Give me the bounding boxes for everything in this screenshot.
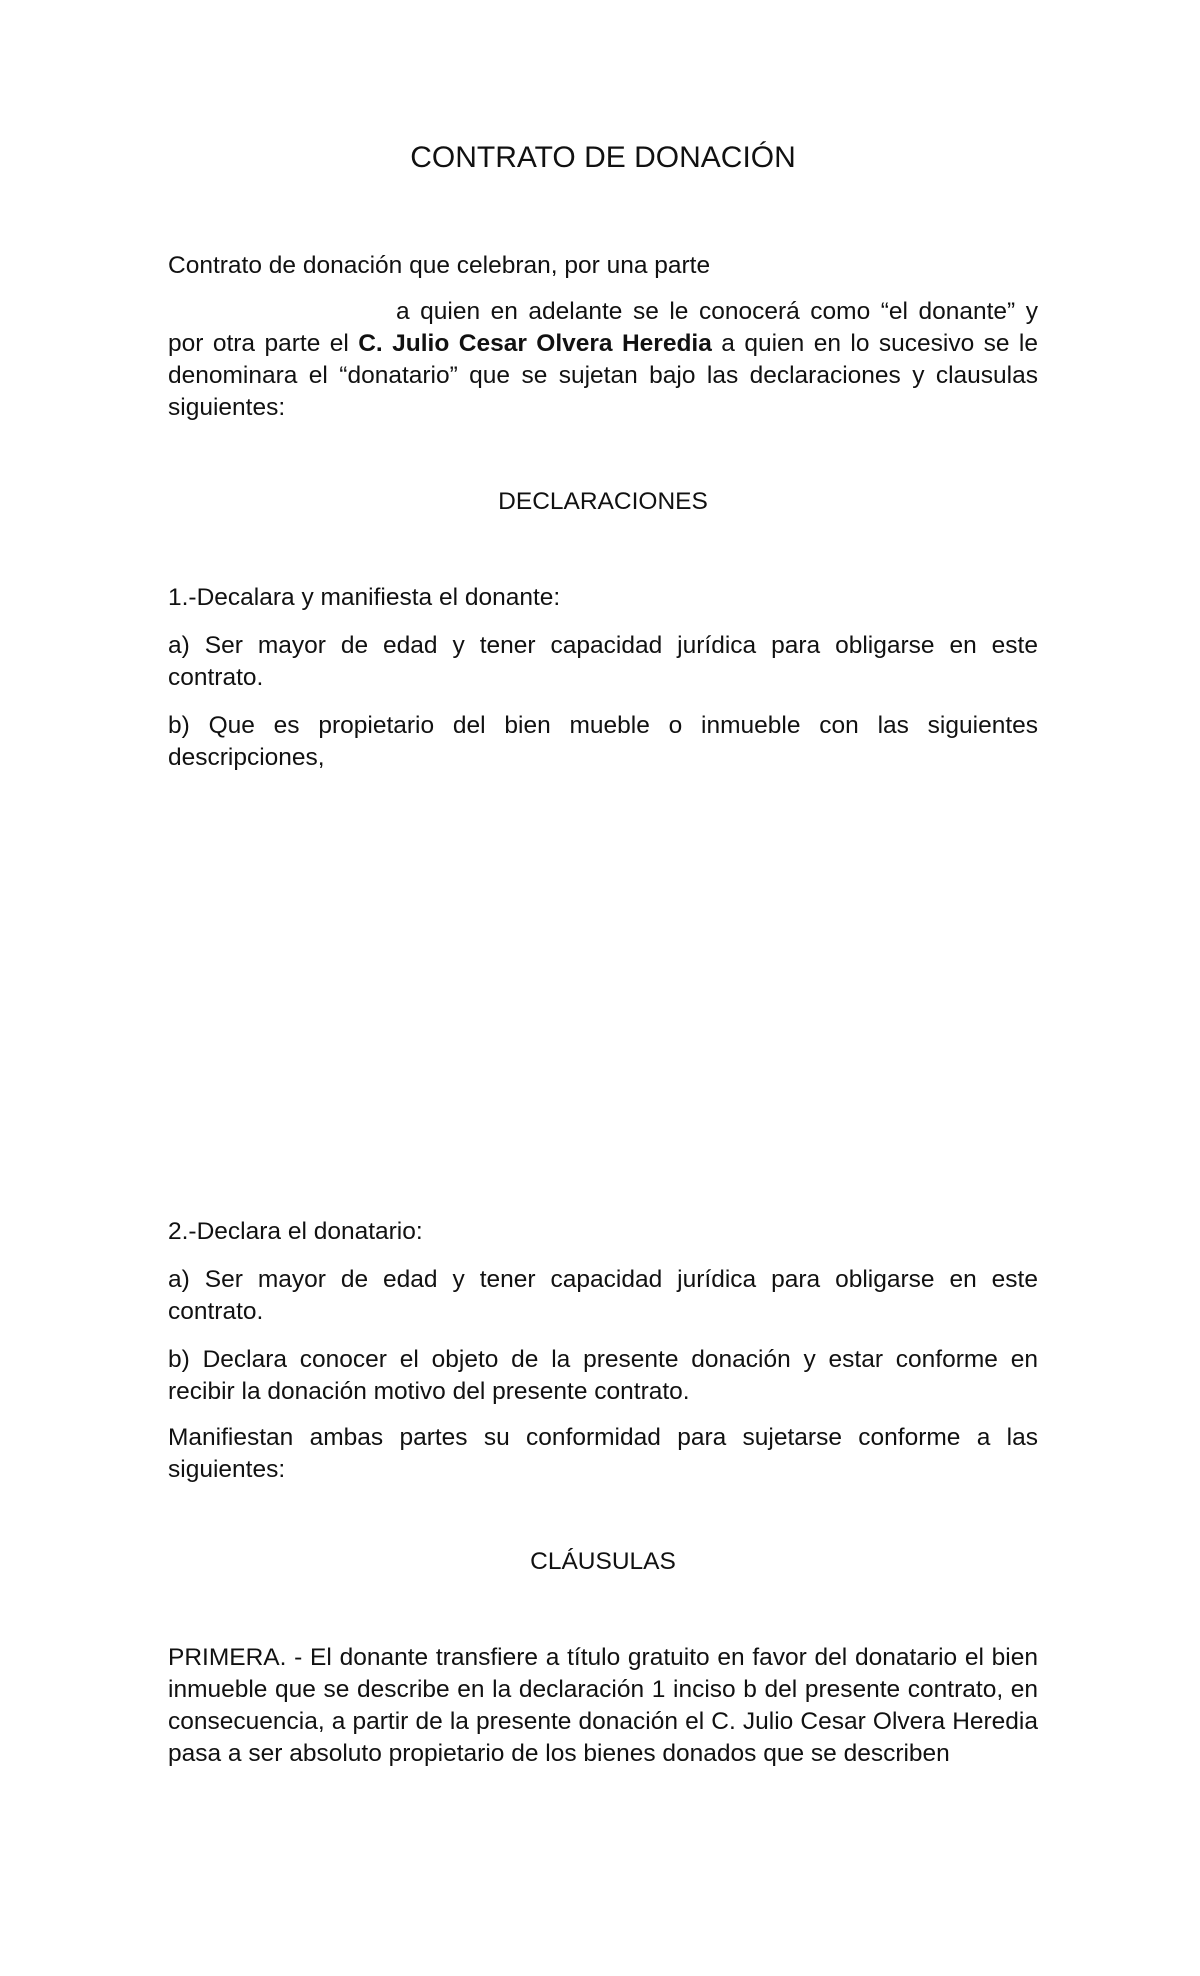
donatario-clause-a: a) Ser mayor de edad y tener capacidad jurídica para obligarse en este contrato.	[168, 1266, 1038, 1325]
donante-clause-b: b) Que es propietario del bien mueble o inmueble con las siguientes descripciones,	[168, 712, 1038, 771]
donante-clause-a: a) Ser mayor de edad y tener capacidad jurídica para obligarse en este contrato.	[168, 632, 1038, 691]
intro-first-line: Contrato de donación que celebran, por una parte	[168, 252, 711, 279]
donatario-name: C. Julio Cesar Olvera Heredia	[358, 330, 712, 357]
conformidad-paragraph: Manifiestan ambas partes su conformidad para sujetarse conforme a las siguientes:	[168, 1424, 1038, 1483]
intro-body	[168, 296, 1038, 424]
declaraciones-heading: DECLARACIONES	[498, 488, 708, 515]
clausulas-heading: CLÁUSULAS	[530, 1548, 676, 1575]
clausula-primera: PRIMERA. - El donante transfiere a título gratuito en favor del donatario el bien inmueble que se describe en la declaración 1 inciso b del presente contrato, en consecuencia, a partir de la presente donación el C. Julio Cesar Olvera Heredia pasa a ser absoluto propietario de los bienes donados que se describen	[168, 1644, 1038, 1767]
document-title: CONTRATO DE DONACIÓN	[410, 141, 796, 174]
intro-part2: a quien en lo sucesivo se le denominara el “donatario” que se sujetan bajo las declaraciones y clausulas siguientes:	[168, 330, 1038, 421]
donatario-heading: 2.-Declara el donatario:	[168, 1218, 423, 1245]
intro-paragraph	[168, 296, 1038, 424]
intro-line	[168, 250, 1038, 282]
donante-heading: 1.-Decalara y manifiesta el donante:	[168, 584, 561, 611]
intro-part1: a quien en adelante se le conocerá como “el donante” y por otra parte el	[168, 298, 1038, 357]
donatario-clause-b: b) Declara conocer el objeto de la presente donación y estar conforme en recibir la donación motivo del presente contrato.	[168, 1346, 1038, 1405]
